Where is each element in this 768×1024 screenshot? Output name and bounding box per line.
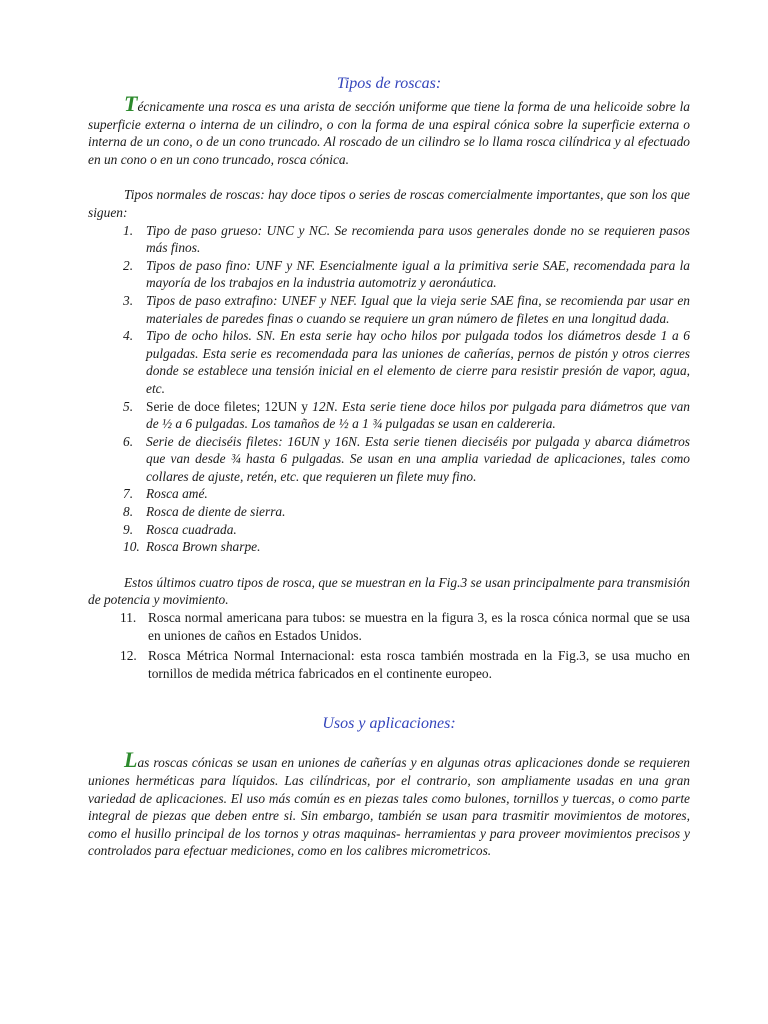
list-item: 3. Tipos de paso extrafino: UNEF y NEF. Igual que la vieja serie SAE fina, se recomienda par usar en materiales de paredes finas o cuando se requiere un gran número de filetes en una longitud dada. bbox=[123, 292, 690, 326]
section-title-usos: Usos y aplicaciones: bbox=[322, 715, 456, 733]
drop-cap-l: L bbox=[124, 747, 138, 773]
list-item: 10. Rosca Brown sharpe. bbox=[123, 539, 261, 555]
transmission-paragraph: Estos últimos cuatro tipos de rosca, que se muestran en la Fig.3 se usan principalmente para transmisión de potencia y movimiento. bbox=[88, 574, 690, 608]
types-intro-paragraph: Tipos normales de roscas: hay doce tipos o series de roscas comercialmente importantes, que son los que siguen: bbox=[88, 187, 690, 220]
uses-paragraph bbox=[88, 747, 690, 860]
list-item: 9. Rosca cuadrada. bbox=[123, 521, 237, 537]
intro-text: écnicamente una rosca es una arista de sección uniforme que tiene la forma de una helicoide sobre la superficie externa o interna de un cilindro, o con la forma de una espiral cónica sobre la superficie externa o interna de un cono, o de un cono truncado. Al roscado de un cilindro se lo llama rosca cilíndrica y al efectuado en un cono o en un cono truncado, rosca cónica. bbox=[88, 99, 690, 167]
list-item: 6. Serie de dieciséis filetes: 16UN y 16N. Esta serie tienen dieciséis por pulgada y abarca diámetros que van desde ¾ hasta 6 pulgadas. Se usan en una amplia variedad de aplicaciones, tales como collares de ajuste, retén, etc. que requieren un filete muy fino. bbox=[123, 433, 690, 484]
list-item: 2. Tipos de paso fino: UNF y NF. Esencialmente igual a la primitiva serie SAE, recomendada para la mayoría de los trabajos en la industria automotriz y aeronáutica. bbox=[123, 257, 690, 291]
list-item: 11. Rosca normal americana para tubos: se muestra en la figura 3, es la rosca cónica normal que se usa en uniones de caños en Estados Unidos. bbox=[120, 610, 690, 643]
uses-text: as roscas cónicas se usan en uniones de cañerías y en algunas otras aplicaciones donde se requieren uniones herméticas para líquidos. Las cilíndricas, por el contrario, son ampliamente usadas en una gran variedad de aplicaciones. El uso más común es en piezas tales como bulones, tornillos y tuercas, o como parte integral de piezas que deben entre si. Sin embargo, también se usan para trasmitir movimientos de motores, como el husillo principal de los tornos y otras maquinas- herramientas y para proveer movimientos precisos y controlados para efectuar mediciones, como en los calibres micrometricos. bbox=[88, 755, 690, 859]
list-item: 8. Rosca de diente de sierra. bbox=[123, 504, 286, 520]
list-item: 7. Rosca amé. bbox=[123, 486, 208, 502]
list-item: 12. Rosca Métrica Normal Internacional: esta rosca también mostrada en la Fig.3, se usa mucho en tornillos de medida métrica fabricados en el continente europeo. bbox=[120, 648, 690, 681]
thread-types-list-continued bbox=[88, 609, 690, 682]
list-item: 4. Tipo de ocho hilos. SN. En esta serie hay ocho hilos por pulgada todos los diámetros desde 1 a 6 pulgadas. Esta serie es recomendada para las uniones de cañerías, pernos de pistón y otros cierres donde se establece una tensión inicial en el elemento de cierre para resistir presión de vapor, agua, etc. bbox=[123, 328, 690, 396]
list-item: 1. Tipo de paso grueso: UNC y NC. Se recomienda para usos generales donde no se requieren pasos más finos. bbox=[123, 222, 690, 256]
drop-cap-t: T bbox=[124, 91, 138, 116]
section-title-tipos: Tipos de roscas: bbox=[336, 75, 442, 92]
list-item: 5. Serie de doce filetes; 12UN y 12N. Esta serie tiene doce hilos por pulgada para diámetros que van de ½ a 6 pulgadas. Los tamaños de ½ a 1 ¾ pulgadas se usan en caldereria. bbox=[123, 398, 690, 432]
thread-types-list bbox=[88, 222, 690, 556]
intro-paragraph bbox=[88, 91, 690, 168]
